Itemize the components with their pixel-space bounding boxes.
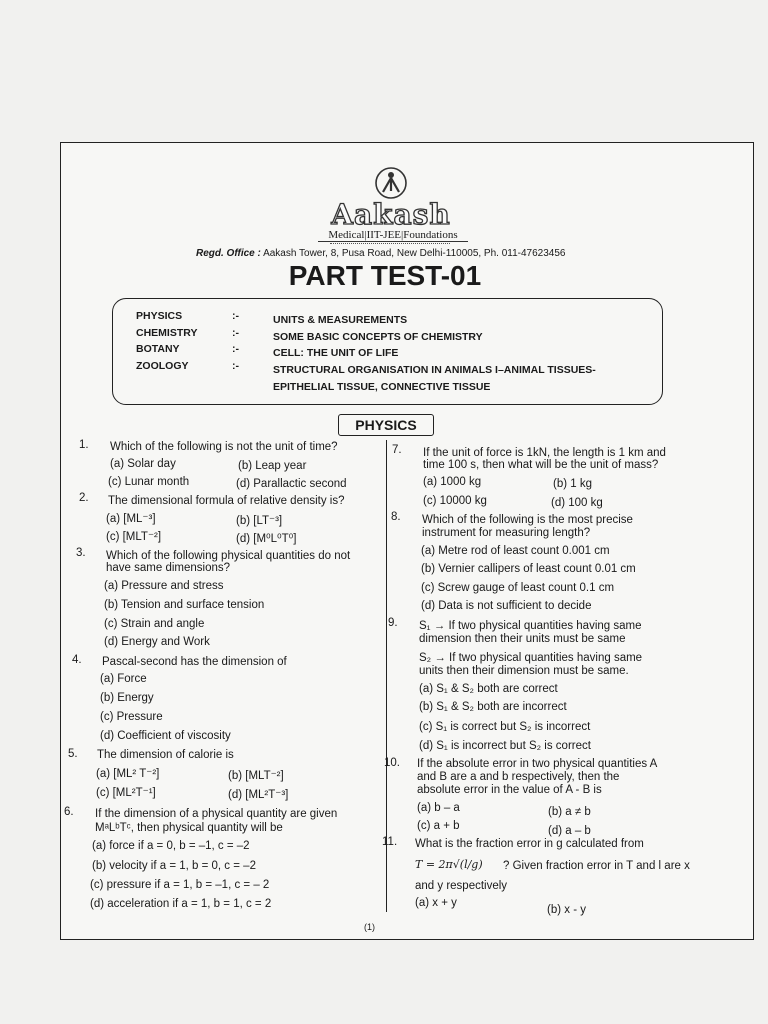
question-text: The dimensional formula of relative density is? — [108, 495, 345, 507]
option-c: (c) Strain and angle — [104, 618, 205, 630]
option-b: (b) 1 kg — [553, 478, 592, 490]
option-a: (a) Force — [100, 673, 147, 685]
option-d: (d) acceleration if a = 1, b = 1, c = 2 — [90, 898, 272, 910]
question-text: S₂ → If two physical quantities having same — [419, 652, 643, 664]
question-number: 1. — [79, 439, 89, 451]
option-a: (a) Pressure and stress — [104, 580, 224, 592]
option-d: (d) [ML²T⁻³] — [228, 789, 289, 801]
option-b: (b) Tension and surface tension — [104, 599, 265, 611]
regd-label: Regd. Office : — [196, 248, 261, 259]
question-text: If the unit of force is 1kN, the length is 1 km and — [423, 447, 666, 459]
syllabus-separator: :- — [232, 343, 239, 355]
option-c: (c) 10000 kg — [423, 495, 487, 507]
question-text: What is the fraction error in g calculated from — [415, 838, 644, 850]
question-number: 2. — [79, 492, 89, 504]
page-title: PART TEST-01 — [288, 260, 482, 291]
question-number: 3. — [76, 547, 86, 559]
regd-address: Aakash Tower, 8, Pusa Road, New Delhi-110005, Ph. 011-47623456 — [263, 248, 566, 259]
option-b: (b) velocity if a = 1, b = 0, c = –2 — [92, 860, 256, 872]
option-a: (a) 1000 kg — [423, 476, 482, 488]
option-b: (b) Energy — [100, 692, 154, 704]
syllabus-topic: CELL: THE UNIT OF LIFE — [273, 347, 399, 359]
option-d: (d) Energy and Work — [104, 636, 210, 648]
option-c: (c) [MLT⁻²] — [106, 531, 162, 543]
question-number: 7. — [392, 444, 402, 456]
option-d: (d) Coefficient of viscosity — [100, 730, 231, 742]
syllabus-subject: PHYSICS — [136, 310, 183, 322]
option-b: (b) [LT⁻³] — [236, 515, 283, 527]
question-number: 6. — [64, 806, 74, 818]
option-d: (d) [M⁰L⁰T⁰] — [236, 533, 297, 545]
question-number: 9. — [388, 617, 398, 629]
option-b: (b) a ≠ b — [548, 806, 591, 818]
syllabus-separator: :- — [232, 310, 239, 322]
question-text: Pascal-second has the dimension of — [102, 656, 287, 668]
option-b: (b) Vernier callipers of least count 0.01 cm — [421, 563, 636, 575]
option-d: (d) 100 kg — [551, 497, 603, 509]
page-number: (1) — [364, 922, 375, 932]
syllabus-topic: UNITS & MEASUREMENTS — [273, 314, 408, 326]
option-c: (c) Lunar month — [108, 476, 190, 488]
option-d: (d) Data is not sufficient to decide — [421, 600, 592, 612]
option-c: (c) Screw gauge of least count 0.1 cm — [421, 582, 615, 594]
question-text: Which of the following is not the unit of time? — [110, 441, 338, 453]
registered-office — [196, 248, 565, 259]
question-text: If the absolute error in two physical quantities A — [417, 758, 658, 770]
syllabus-topic: STRUCTURAL ORGANISATION IN ANIMALS I–ANIMAL TISSUES- — [273, 364, 596, 376]
question-text: units then their dimension must be same. — [419, 665, 629, 677]
period-formula: T = 2π√(l/g) — [415, 858, 483, 871]
option-d: (d) a – b — [548, 825, 591, 837]
question-text: instrument for measuring length? — [422, 527, 591, 539]
option-d: (d) Parallactic second — [236, 478, 347, 490]
question-number: 5. — [68, 748, 78, 760]
syllabus-topic-continued: EPITHELIAL TISSUE, CONNECTIVE TISSUE — [273, 381, 491, 393]
question-text: If the dimension of a physical quantity are given — [95, 808, 338, 820]
tagline-underline — [330, 243, 450, 247]
question-number: 4. — [72, 654, 82, 666]
question-text: Which of the following physical quantities do not — [106, 550, 351, 562]
question-text: have same dimensions? — [106, 562, 231, 574]
option-a: (a) Solar day — [110, 458, 176, 470]
brand-name: Aakash — [331, 198, 451, 231]
option-a: (a) x + y — [415, 897, 457, 909]
question-text: Which of the following is the most precise — [422, 514, 633, 526]
option-a: (a) b – a — [417, 802, 460, 814]
question-text: absolute error in the value of A - B is — [417, 784, 602, 796]
option-b: (b) S₁ & S₂ both are incorrect — [419, 701, 567, 713]
question-text: The dimension of calorie is — [97, 749, 234, 761]
option-c: (c) [ML²T⁻¹] — [96, 787, 156, 799]
question-number: 10. — [384, 757, 400, 769]
syllabus-subject: CHEMISTRY — [136, 327, 198, 339]
option-c: (c) a + b — [417, 820, 460, 832]
section-heading: PHYSICS — [338, 414, 434, 436]
question-text: and y respectively — [415, 880, 508, 892]
option-b: (b) x - y — [547, 904, 586, 916]
option-b: (b) Leap year — [238, 460, 307, 472]
option-a: (a) Metre rod of least count 0.001 cm — [421, 545, 610, 557]
option-a: (a) S₁ & S₂ both are correct — [419, 683, 558, 695]
syllabus-subject: ZOOLOGY — [136, 360, 189, 372]
question-text: ? Given fraction error in T and l are x — [503, 860, 690, 872]
syllabus-topic: SOME BASIC CONCEPTS OF CHEMISTRY — [273, 331, 483, 343]
question-number: 8. — [391, 511, 401, 523]
option-a: (a) force if a = 0, b = –1, c = –2 — [92, 840, 250, 852]
option-d: (d) S₁ is incorrect but S₂ is correct — [419, 740, 591, 752]
option-a: (a) [ML² T⁻²] — [96, 768, 160, 780]
option-a: (a) [ML⁻³] — [106, 513, 156, 525]
syllabus-subject: BOTANY — [136, 343, 180, 355]
question-number: 11. — [382, 836, 398, 848]
question-text: MᵃLᵇTᶜ, then physical quantity will be — [95, 822, 283, 834]
option-c: (c) S₁ is correct but S₂ is incorrect — [419, 721, 591, 733]
syllabus-separator: :- — [232, 327, 239, 339]
question-text: time 100 s, then what will be the unit of mass? — [423, 459, 659, 471]
option-c: (c) Pressure — [100, 711, 163, 723]
option-c: (c) pressure if a = 1, b = –1, c = – 2 — [90, 879, 270, 891]
question-text: S₁ → If two physical quantities having same — [419, 620, 642, 632]
question-text: and B are a and b respectively, then the — [417, 771, 620, 783]
syllabus-separator: :- — [232, 360, 239, 372]
aakash-logo-icon — [374, 166, 408, 200]
option-b: (b) [MLT⁻²] — [228, 770, 284, 782]
brand-tagline: Medical|IIT-JEE|Foundations — [318, 229, 468, 242]
question-text: dimension then their units must be same — [419, 633, 626, 645]
